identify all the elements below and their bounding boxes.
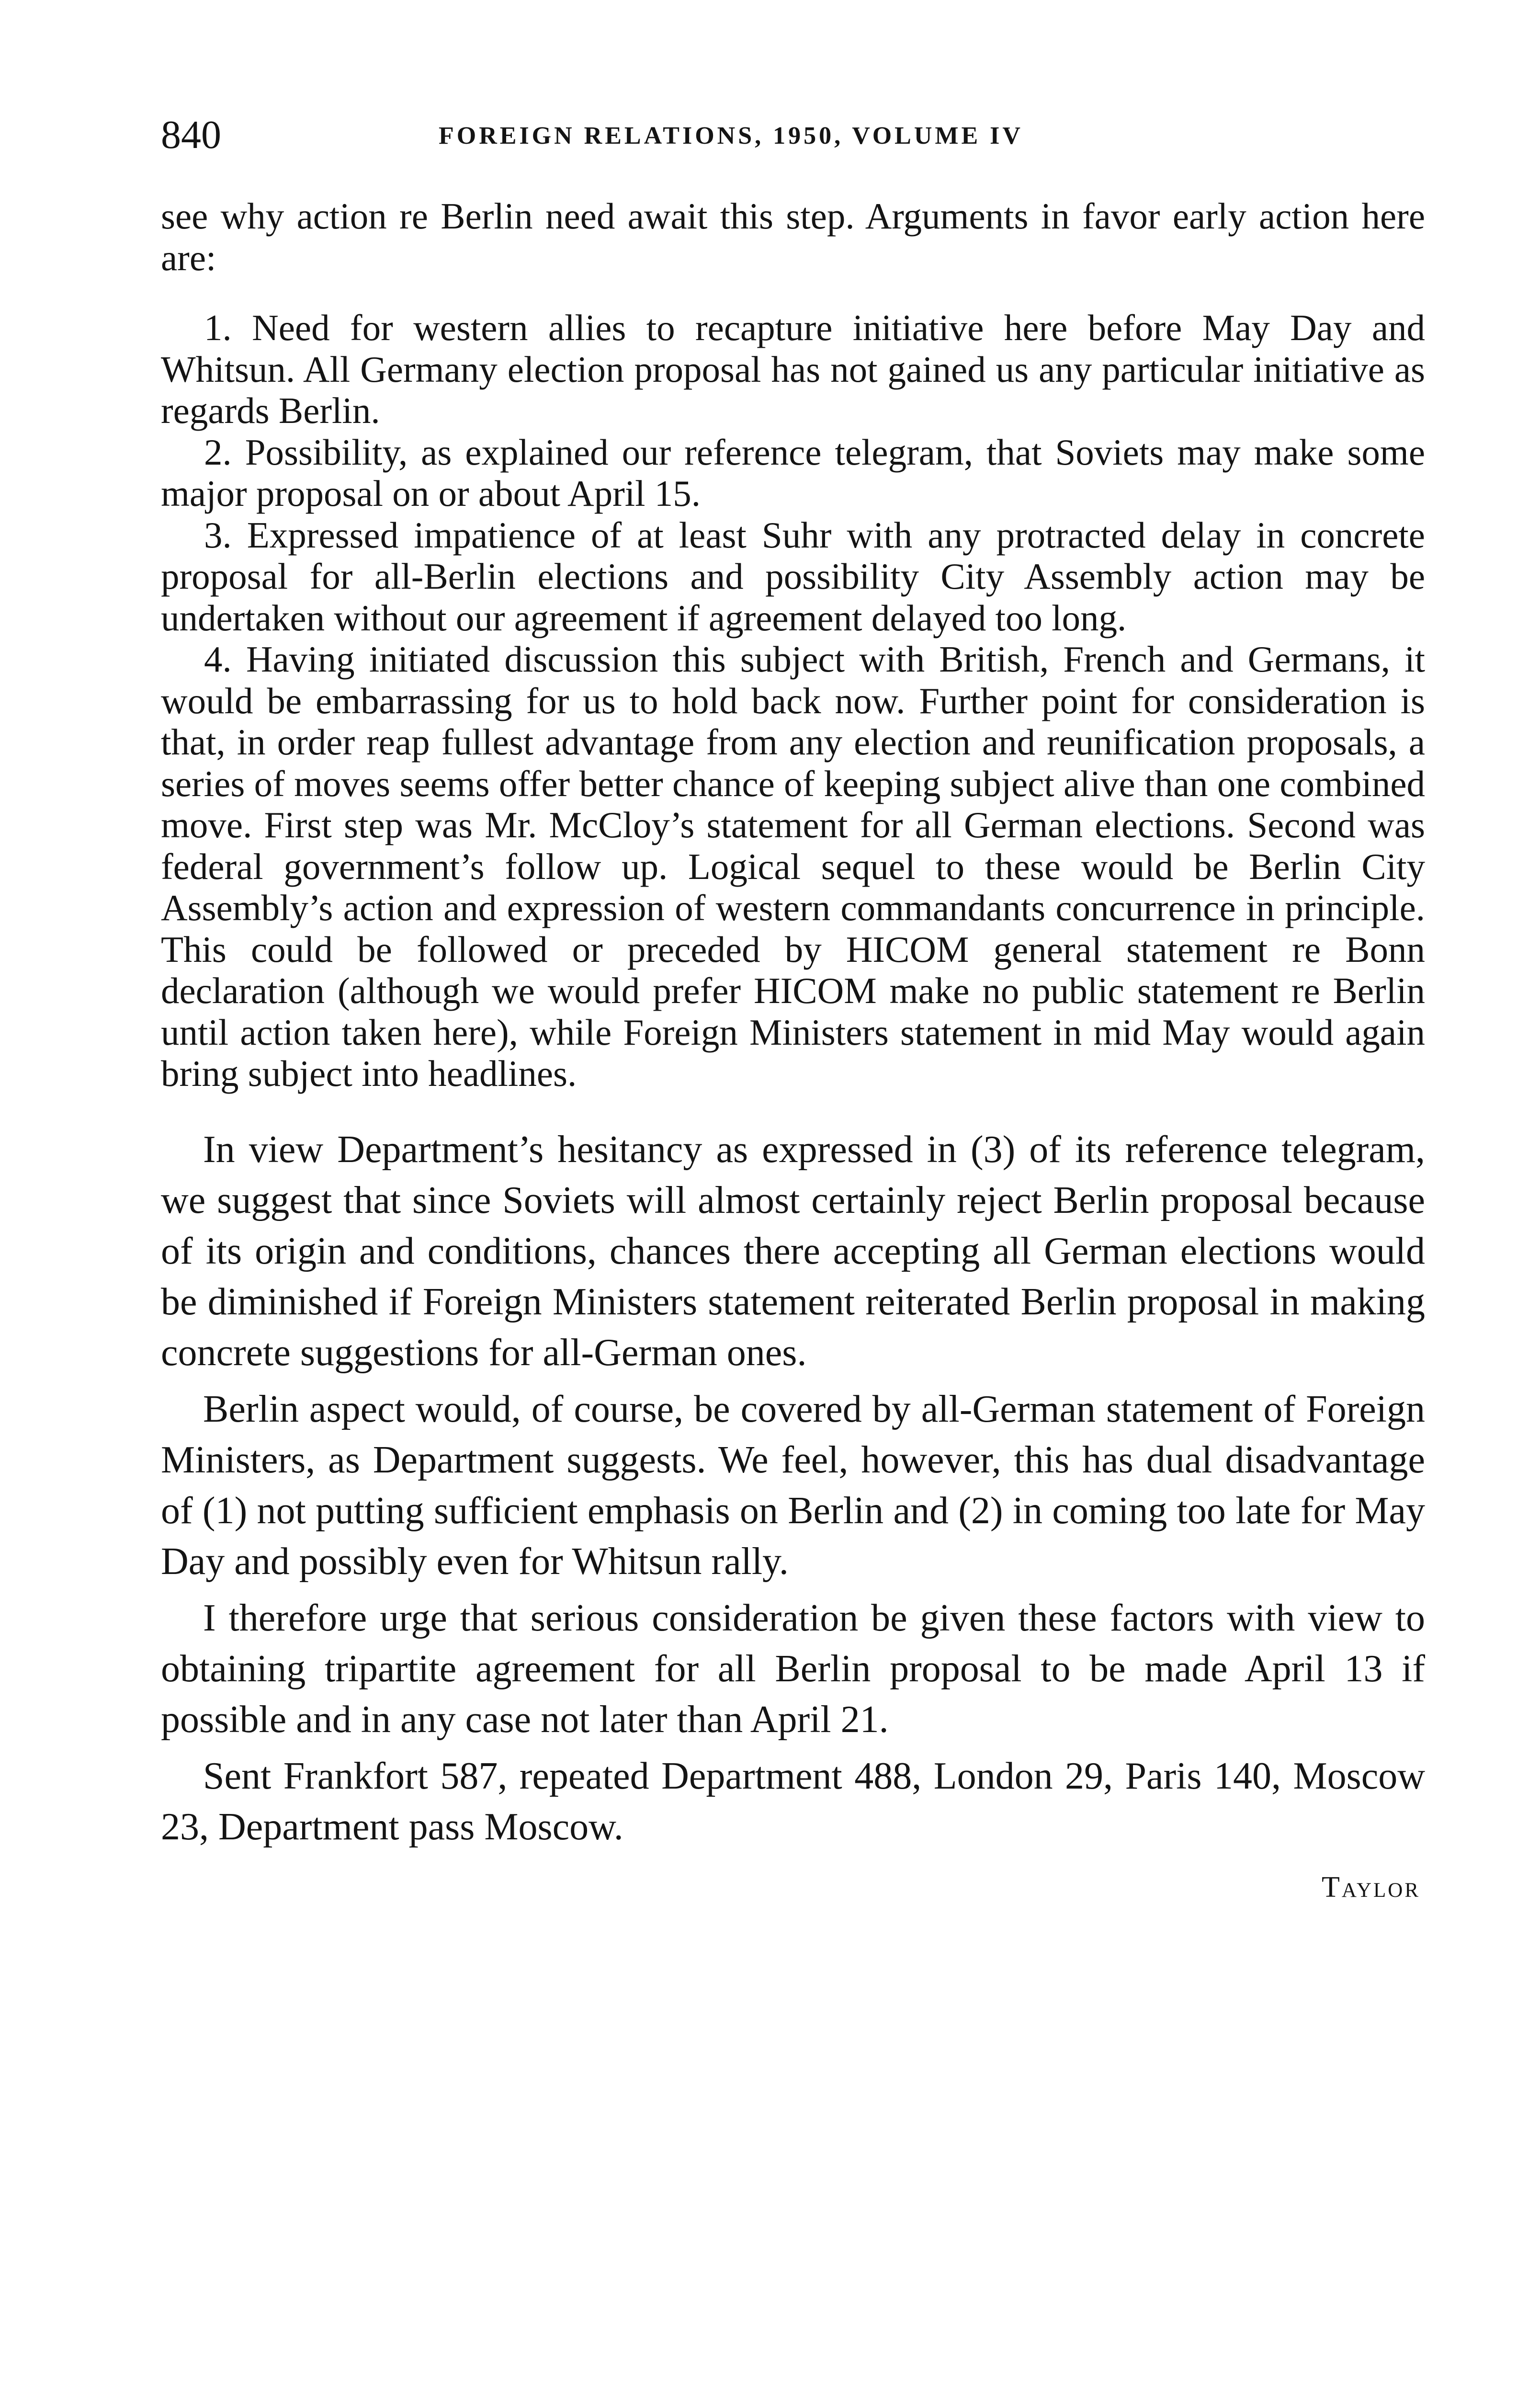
signature: Taylor bbox=[1321, 1870, 1420, 1904]
point-2: 2. Possibility, as explained our reference telegram, that Soviets may make some major proposal on or about April 15. bbox=[161, 431, 1425, 514]
running-title: FOREIGN RELATIONS, 1950, VOLUME IV bbox=[439, 122, 1023, 149]
page-number: 840 bbox=[161, 113, 221, 157]
paragraph-berlin-aspect: Berlin aspect would, of course, be covered by all-German statement of Foreign Ministers, as Department suggests. We feel, however, this has dual disadvantage of (1) not putting sufficient emphasis on Berlin and (2) in coming too late for May Day and possibly even for Whitsun rally. bbox=[161, 1388, 1425, 1583]
point-3: 3. Expressed impatience of at least Suhr with any protracted delay in concrete proposal for all-Berlin elections and possibility City Assembly action may be undertaken without our agreement if agreement delayed too long. bbox=[161, 514, 1425, 639]
point-4: 4. Having initiated discussion this subject with British, French and Germans, it would be embarrassing for us to hold back now. Further point for consideration is that, in order reap fullest advantage from any election and reunification proposals, a series of moves seems offer better chance of keeping subject alive than one combined move. First step was Mr. McCloy’s statement for all German elections. Second was federal government’s follow up. Logical sequel to these would be Berlin City Assembly’s action and expression of western commandants concurrence in principle. This could be followed or preceded by HICOM general statement re Bonn declaration (although we would prefer HICOM make no public statement re Berlin until action taken here), while Foreign Ministers statement in mid May would again bring subject into headlines. bbox=[161, 639, 1425, 1094]
paragraph-department-hesitancy: In view Department’s hesitancy as expressed in (3) of its reference telegram, we suggest that since Soviets will almost certainly reject Berlin proposal because of its origin and conditions, chances there accepting all German elections would be diminished if Foreign Ministers statement reiterated Berlin proposal in making concrete suggestions for all-German ones. bbox=[161, 1128, 1425, 1374]
point-1: 1. Need for western allies to recapture initiative here before May Day and Whitsun. All Germany election proposal has not gained us any particular initiative as regards Berlin. bbox=[161, 307, 1425, 431]
running-head bbox=[161, 111, 1425, 164]
paragraph-urge-consideration: I therefore urge that serious consideration be given these factors with view to obtaining tripartite agreement for all Berlin proposal to be made April 13 if possible and in any case not later than April 21. bbox=[161, 1597, 1425, 1741]
telegram-intro: see why action re Berlin need await this step. Arguments in favor early action here are: bbox=[161, 195, 1425, 278]
paragraph-distribution: Sent Frankfort 587, repeated Department 488, London 29, Paris 140, Moscow 23, Department pass Moscow. bbox=[161, 1755, 1425, 1848]
telegram-text bbox=[161, 195, 1425, 1095]
document-page bbox=[161, 111, 1425, 1913]
narrative-text bbox=[161, 1124, 1425, 1913]
